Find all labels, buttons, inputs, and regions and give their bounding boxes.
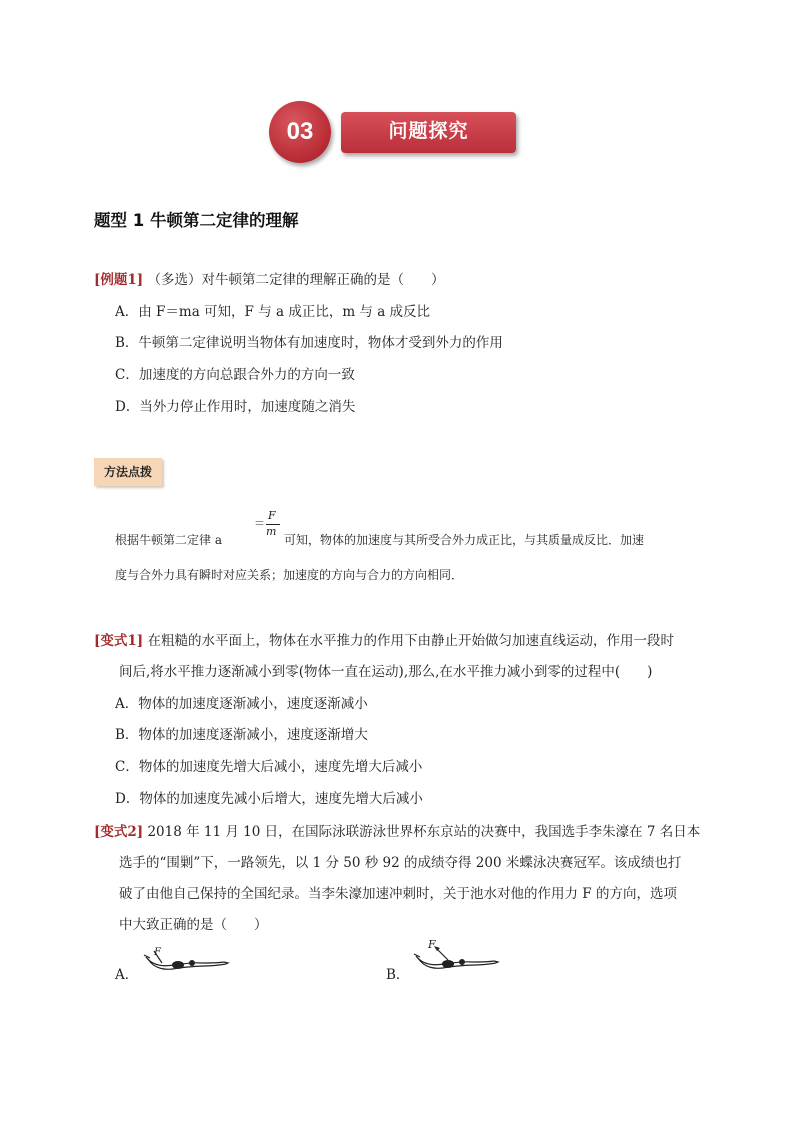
example1-option-c: C．加速度的方向总跟合外力的方向一致 (115, 367, 355, 383)
variant1-option-c: C．物体的加速度先增大后减小，速度先增大后减小 (115, 759, 423, 775)
variant1-line1 (94, 629, 674, 649)
variant1-question-line1: 在粗糙的水平面上，物体在水平推力的作用下由静止开始做匀加速直线运动，作用一段时 (147, 633, 674, 649)
variant2-tag: [变式2] (94, 824, 144, 840)
method-line1-suffix: 可知，物体的加速度与其所受合外力成正比，与其质量成反比．加速 (284, 533, 645, 547)
example1-option-b: B．牛顿第二定律说明当物体有加速度时，物体才受到外力的作用 (115, 335, 503, 351)
variant2-question-line4: 中大致正确的是（ ） (119, 917, 268, 933)
section-number: 03 (286, 118, 314, 145)
variant1-option-a: A．物体的加速度逐渐减小，速度逐渐减小 (115, 696, 368, 712)
section-banner-title: 问题探究 (388, 120, 469, 142)
example1-option-d: D．当外力停止作用时，加速度随之消失 (115, 399, 356, 415)
force-label-a: F (154, 947, 161, 958)
example1-question: （多选）对牛顿第二定律的理解正确的是（ ） (147, 272, 445, 288)
fraction-f-over-m: ＝ F m (254, 509, 284, 543)
method-tip-label: 方法点拨 (103, 465, 152, 479)
variant1-option-d: D．物体的加速度先减小后增大，速度先增大后减小 (115, 791, 423, 807)
example1-tag: [例题1] (94, 272, 144, 288)
variant1-tag: [变式1] (94, 633, 144, 649)
variant2-option-a-label: A． (115, 967, 139, 983)
fraction-denominator: m (266, 525, 277, 538)
example1-question-line (94, 268, 444, 288)
question-type-title: 题型 1 牛顿第二定律的理解 (94, 211, 299, 230)
fraction-numerator: F (268, 509, 276, 522)
variant2-line1 (94, 820, 700, 840)
force-label-b: F (428, 938, 436, 951)
swimmer-figure-a (140, 945, 230, 975)
method-line1-prefix: 根据牛顿第二定律 a (115, 533, 222, 547)
variant2-option-b-label: B． (386, 967, 410, 983)
example1-option-a: A．由 F＝ma 可知，F 与 a 成正比，m 与 a 成反比 (115, 304, 431, 320)
swimmer-figure-b (410, 938, 500, 974)
variant2-question-line1: 2018 年 11 月 10 日，在国际泳联游泳世界杯东京站的决赛中，我国选手李朱濠在 7 名日本 (147, 824, 701, 840)
method-line2: 度与合外力具有瞬时对应关系；加速度的方向与合力的方向相同． (115, 568, 464, 582)
variant2-question-line2: 选手的“围剿”下，一路领先，以 1 分 50 秒 92 的成绩夺得 200 米蝶泳决赛冠军。该成绩也打 (119, 855, 682, 871)
variant1-option-b: B．物体的加速度逐渐减小，速度逐渐增大 (115, 727, 368, 743)
variant2-question-line3: 破了由他自己保持的全国纪录。当李朱濠加速冲刺时，关于池水对他的作用力 F 的方向，选项 (119, 886, 677, 902)
variant1-question-line2: 间后,将水平推力逐渐减小到零(物体一直在运动),那么,在水平推力减小到零的过程中( ) (119, 664, 653, 680)
